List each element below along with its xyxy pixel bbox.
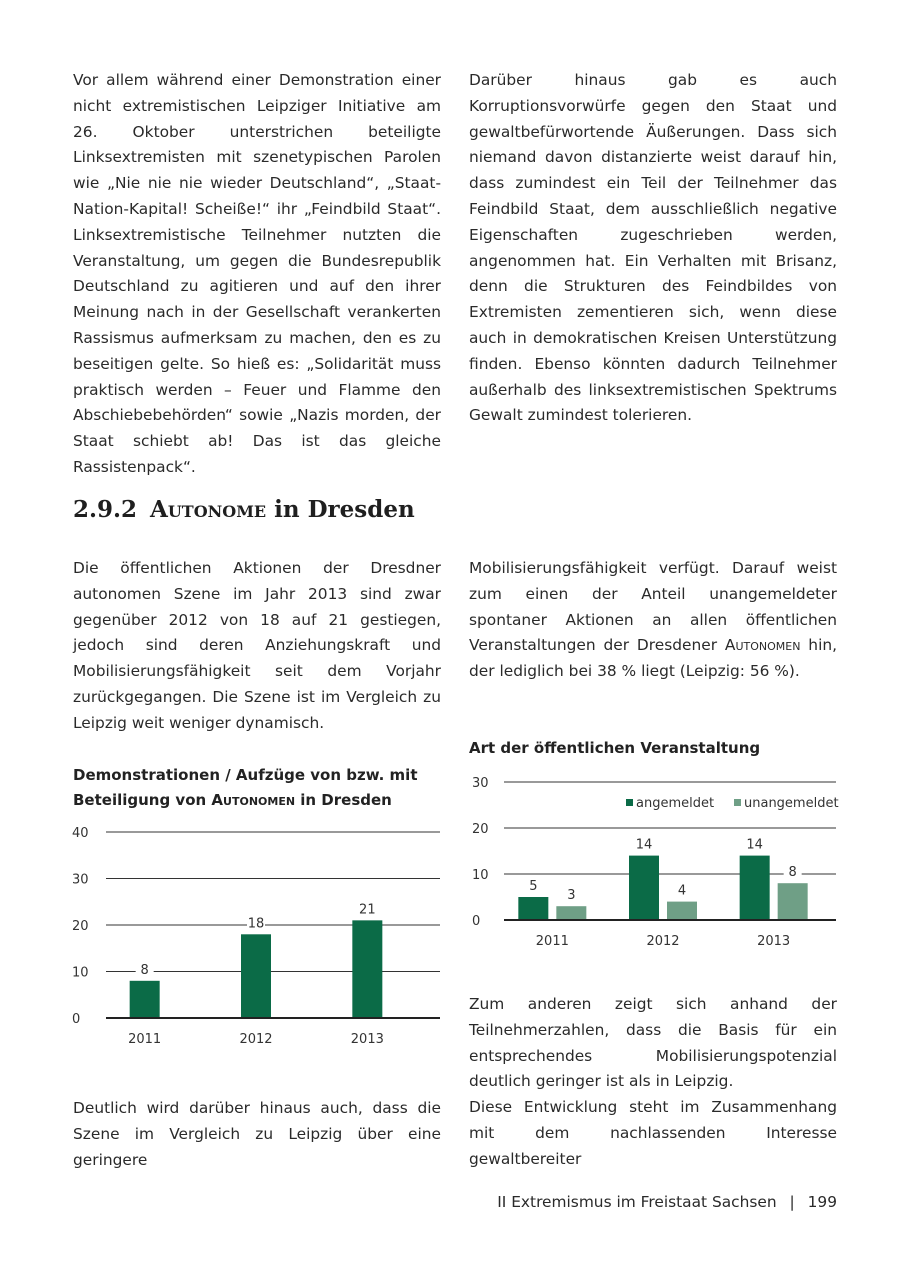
section-number: 2.9.2	[73, 496, 138, 523]
legend-swatch-angemeldet	[626, 799, 633, 806]
bar-2011	[130, 981, 160, 1018]
text-column-right-1	[469, 68, 837, 429]
chart-left-title-line2	[73, 788, 443, 813]
x-tick-label-2012: 2012	[646, 934, 680, 949]
chart-left-title-line1: Demonstrationen / Aufzüge von bzw. mit	[73, 766, 418, 784]
legend-swatch-unangemeldet	[734, 799, 741, 806]
chart-demonstrations	[60, 818, 450, 1058]
chart-left-title-pre: Beteiligung von	[73, 791, 212, 809]
text-column-left-2	[73, 556, 441, 737]
chart-event-types	[460, 768, 850, 958]
y-tick-label-20: 20	[72, 919, 89, 934]
section-title-rest: in Dresden	[266, 496, 415, 523]
data-label-angemeldet-2012: 14	[635, 837, 653, 853]
paragraph-mobilization	[469, 556, 837, 685]
data-label-unangemeldet-2012: 4	[677, 883, 687, 899]
chart-left-title-post: in Dresden	[295, 791, 392, 809]
bar-angemeldet-2011	[518, 897, 548, 920]
text-column-left-3	[73, 1096, 441, 1173]
chart-left-title	[73, 763, 443, 813]
y-tick-label-0: 0	[472, 914, 481, 929]
y-tick-label-10: 10	[72, 965, 89, 981]
data-label-2012: 18	[247, 916, 265, 932]
y-tick-label-30: 30	[472, 776, 489, 791]
bar-unangemeldet-2013	[778, 883, 808, 920]
x-tick-label-2011: 2011	[128, 1032, 162, 1047]
footer-section: II Extremismus im Freistaat Sachsen	[497, 1193, 777, 1211]
bar-angemeldet-2012	[629, 856, 659, 920]
paragraph-development: Diese Entwicklung steht im Zusammenhang mit dem nachlassenden Interesse gewaltbereiter	[469, 1098, 837, 1168]
data-label-2013: 21	[359, 902, 376, 918]
data-label-angemeldet-2011: 5	[529, 879, 538, 894]
paragraph-demonstration: Vor allem während einer Demonstration einer nicht extremistischen Leipziger Initiative am 26. Oktober unterstrichen beteiligte Linksextremisten mit szenetypischen Parolen wie „Nie nie nie wieder Deutschland“, „Staat-Nation-Kapital! Scheiße!“ ihr „Feindbild Staat“. Linksextremistische Teilnehmer nutzten die Veranstaltung, um gegen die Bundesrepublik Deutschland zu agitieren und auf den ihrer Meinung nach in der Gesellschaft verankerten Rassismus aufmerksam zu machen, den es zu beseitigen gelte. So hieß es: „Solidarität muss praktisch werden – Feuer und Flamme den Abschiebebehörden“ sowie „Nazis morden, der Staat schiebt ab! Das ist das gleiche Rassistenpack“.	[73, 71, 441, 476]
data-label-unangemeldet-2013: 8	[788, 865, 797, 881]
y-tick-label-20: 20	[472, 822, 489, 837]
data-label-angemeldet-2013: 14	[746, 837, 763, 853]
paragraph-mobilization-post: hin, der lediglich bei 38 % liegt (Leipzig: 56 %).	[469, 636, 837, 681]
page-footer	[480, 1193, 837, 1211]
section-heading	[73, 492, 833, 528]
paragraph-dresden-scene: Die öffentlichen Aktionen der Dresdner autonomen Szene im Jahr 2013 sind zwar gegenüber 2012 von 18 auf 21 gestiegen, jedoch sind deren Anziehungskraft und Mobilisierungsfähigkeit seit dem Vorjahr zurückgegangen. Die Szene ist im Vergleich zu Leipzig weit weniger dynamisch.	[73, 559, 441, 732]
text-column-right-2	[469, 556, 837, 685]
bar-unangemeldet-2011	[556, 906, 586, 920]
section-term: Autonome	[150, 496, 267, 523]
data-label-unangemeldet-2011: 3	[567, 888, 576, 904]
footer-separator: |	[789, 1193, 795, 1211]
paragraph-demonstration-cont: Darüber hinaus gab es auch Korruptionsvorwürfe gegen den Staat und gewaltbefürwortende Äußerungen. Dass sich niemand davon distanzierte weist darauf hin, dass zumindest ein Teil der Teilnehmer das Feindbild Staat, dem ausschließlich negative Eigenschaften zugeschrieben werden, angenommen hat. Ein Verhalten mit Brisanz, denn die Strukturen des Feindbildes von Extremisten zementieren sich, wenn diese auch in demokratischen Kreisen Unterstützung finden. Ebenso könnten dadurch Teilnehmer außerhalb des linksextremistischen Spektrums Gewalt zumindest tolerieren.	[469, 71, 837, 425]
legend-label-unangemeldet: unangemeldet	[744, 796, 839, 811]
bar-unangemeldet-2012	[667, 902, 697, 920]
x-tick-label-2013: 2013	[350, 1032, 384, 1047]
y-tick-label-30: 30	[72, 872, 89, 888]
y-tick-label-0: 0	[72, 1012, 81, 1027]
y-tick-label-10: 10	[472, 868, 489, 883]
bar-2012	[241, 934, 271, 1018]
chart-right-title: Art der öffentlichen Veranstaltung	[469, 739, 761, 757]
paragraph-mobilization-pre: Mobilisierungsfähigkeit verfügt. Darauf weist zum einen der Anteil unangemeldeter spontaner Aktionen an allen öffentlichen Veranstaltungen der Dresdener	[469, 559, 837, 655]
bar-2013	[352, 920, 382, 1018]
y-tick-label-40: 40	[72, 826, 89, 841]
paragraph-lower-mobilization: Deutlich wird darüber hinaus auch, dass die Szene im Vergleich zu Leipzig über eine geringere	[73, 1099, 441, 1169]
text-column-right-3	[469, 992, 837, 1173]
x-tick-label-2011: 2011	[535, 934, 569, 949]
page-number: 199	[807, 1193, 837, 1211]
data-label-2011: 8	[140, 962, 149, 978]
chart-left-title-term: Autonomen	[211, 791, 296, 809]
term-autonome: Autonomen	[724, 636, 801, 655]
x-tick-label-2013: 2013	[757, 934, 791, 949]
x-tick-label-2012: 2012	[239, 1032, 273, 1047]
paragraph-participants: Zum anderen zeigt sich anhand der Teilnehmerzahlen, dass die Basis für ein entsprechendes Mobilisierungspotenzial deutlich geringer ist als in Leipzig.	[469, 995, 837, 1091]
legend-label-angemeldet: angemeldet	[636, 796, 715, 811]
text-column-left-1	[73, 68, 441, 481]
bar-angemeldet-2013	[740, 856, 770, 920]
